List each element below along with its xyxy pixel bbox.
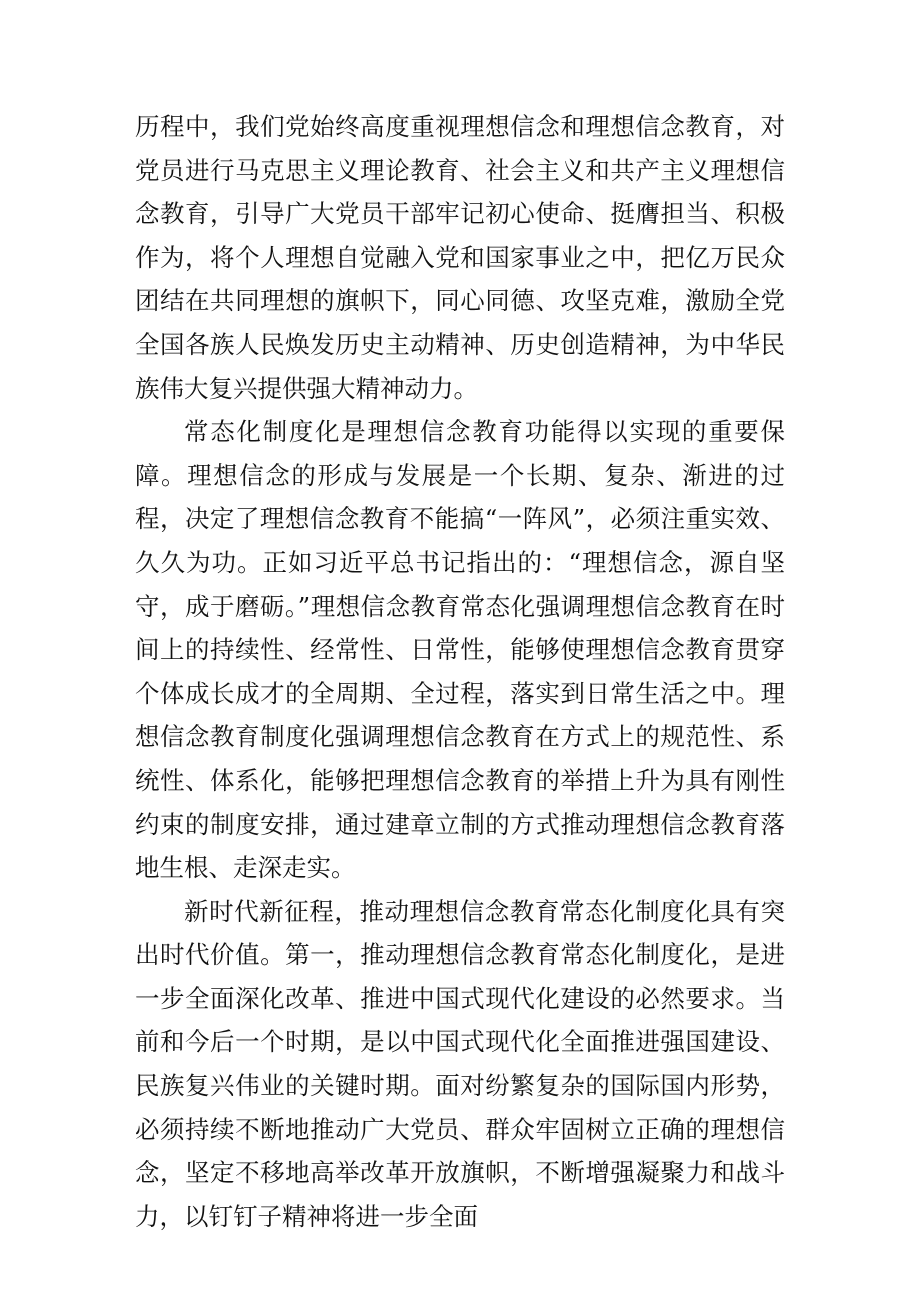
document-body [135, 105, 785, 1238]
paragraph-institutionalization: 常态化制度化是理想信念教育功能得以实现的重要保障。理想信念的形成与发展是一个长期、复杂、渐进的过程，决定了理想信念教育不能搞“一阵风”，必须注重实效、久久为功。正如习近平总书记指出的：“理想信念，源自坚守，成于磨砺。”理想信念教育常态化强调理想信念教育在时间上的持续性、经常性、日常性，能够使理想信念教育贯穿个体成长成才的全周期、全过程，落实到日常生活之中。理想信念教育制度化强调理想信念教育在方式上的规范性、系统性、体系化，能够把理想信念教育的举措上升为具有刚性约束的制度安排，通过建章立制的方式推动理想信念教育落地生根、走深走实。 [135, 417, 785, 883]
paragraph-continuation: 历程中，我们党始终高度重视理想信念和理想信念教育，对党员进行马克思主义理论教育、社会主义和共产主义理想信念教育，引导广大党员干部牢记初心使命、挺膺担当、积极作为，将个人理想自觉融入党和国家事业之中，把亿万民众团结在共同理想的旗帜下，同心同德、攻坚克难，激励全党全国各族人民焕发历史主动精神、历史创造精神，为中华民族伟大复兴提供强大精神动力。 [135, 112, 785, 403]
paragraph-new-era-value: 新时代新征程，推动理想信念教育常态化制度化具有突出时代价值。第一，推动理想信念教育常态化制度化，是进一步全面深化改革、推进中国式现代化建设的必然要求。当前和今后一个时期，是以中国式现代化全面推进强国建设、民族复兴伟业的关键时期。面对纷繁复杂的国际国内形势，必须持续不断地推动广大党员、群众牢固树立正确的理想信念，坚定不移地高举改革开放旗帜，不断增强凝聚力和战斗力，以钉钉子精神将进一步全面 [135, 896, 785, 1231]
